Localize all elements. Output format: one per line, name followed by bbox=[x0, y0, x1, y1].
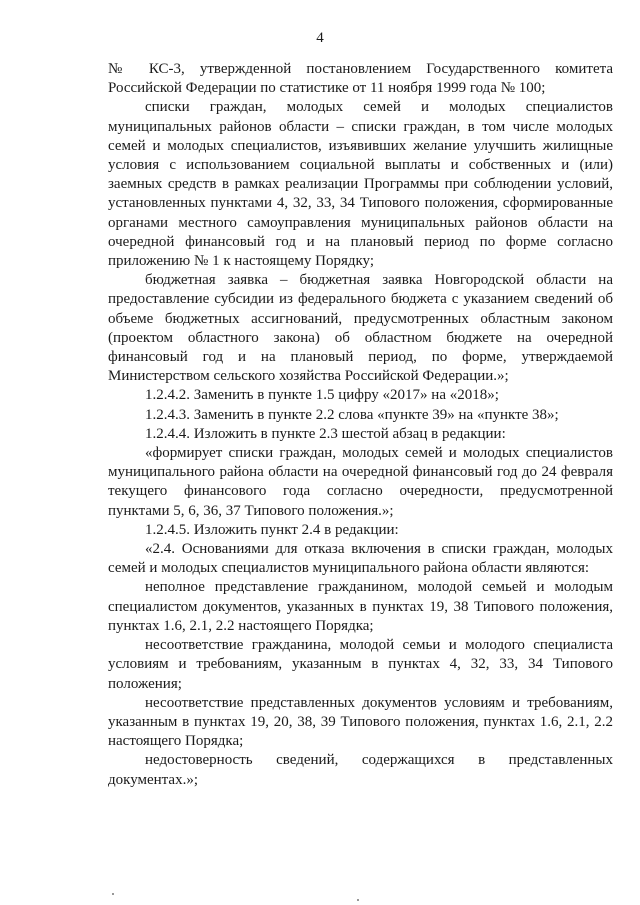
paragraph: 1.2.4.2. Заменить в пункте 1.5 цифру «2017» на «2018»; bbox=[145, 387, 499, 404]
paragraph: 1.2.4.3. Заменить в пункте 2.2 слова «пункте 39» на «пункте 38»; bbox=[145, 406, 559, 423]
paragraph: бюджетная заявка – бюджетная заявка Новгородской области на предоставление субсидии из федерального бюджета с указанием сведений об объеме бюджетных ассигнований, предусмотренных областным законом (проектом областного закона) об областном бюджете на очередной финансовый год и на плановый период, по форме, утверждаемой Министерством сельского хозяйства Российской Федерации.»; bbox=[108, 272, 613, 385]
paragraph: «2.4. Основаниями для отказа включения в списки граждан, молодых семей и молодых специалистов муниципального района области являются: bbox=[108, 541, 613, 577]
document-body bbox=[108, 60, 613, 790]
paragraph: несоответствие гражданина, молодой семьи и молодого специалиста условиям и требованиям, указанным в пунктах 4, 32, 33, 34 Типового положения; bbox=[108, 637, 613, 692]
paragraph: 1.2.4.4. Изложить в пункте 2.3 шестой абзац в редакции: bbox=[145, 425, 506, 442]
paragraph: недостоверность сведений, содержащихся в представленных документах.»; bbox=[108, 752, 613, 788]
paragraph: 1.2.4.5. Изложить пункт 2.4 в редакции: bbox=[145, 521, 399, 538]
paragraph: неполное представление гражданином, молодой семьей и молодым специалистом документов, указанных в пунктах 19, 38 Типового положения, пунктах 1.6, 2.1, 2.2 настоящего Порядка; bbox=[108, 579, 613, 634]
scan-speck bbox=[357, 899, 359, 901]
paragraph: № КС-3, утвержденной постановлением Государственного комитета Российской Федерации по статистике от 11 ноября 1999 года № 100; bbox=[108, 61, 613, 97]
page-number: 4 bbox=[316, 30, 324, 46]
paragraph: списки граждан, молодых семей и молодых специалистов муниципальных районов области – списки граждан, в том числе молодых семей и молодых специалистов, изъявивших желание улучшить жилищные условия с использованием социальной выплаты и собственных и (или) заемных средств в рамках реализации Программы при соблюдении условий, установленных пунктами 4, 32, 33, 34 Типового положения, сформированные органами местного самоуправления муниципальных районов области на очередной финансовый год и на плановый период по форме согласно приложению № 1 к настоящему Порядку; bbox=[108, 99, 613, 270]
scan-speck bbox=[112, 893, 114, 895]
paragraph: «формирует списки граждан, молодых семей и молодых специалистов муниципального района области на очередной финансовый год до 24 февраля текущего финансового года согласно очередности, предусмотренной пунктами 5, 6, 36, 37 Типового положения.»; bbox=[108, 445, 613, 519]
paragraph: несоответствие представленных документов условиям и требованиям, указанным в пунктах 19, 20, 38, 39 Типового положения, пунктах 1.6, 2.1, 2.2 настоящего Порядка; bbox=[108, 694, 613, 750]
